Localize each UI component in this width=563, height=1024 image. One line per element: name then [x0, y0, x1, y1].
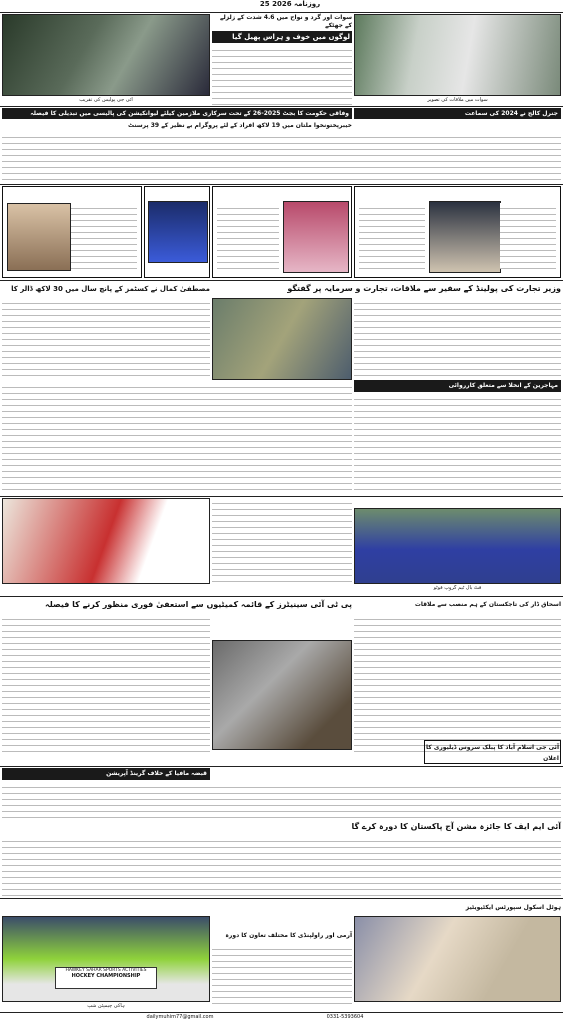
photo-swat-meeting	[354, 14, 561, 96]
portrait-box-1	[2, 186, 142, 278]
top-center-story	[212, 14, 352, 104]
photo-hockey	[2, 916, 210, 1002]
trade-text	[354, 298, 561, 378]
headline-ig-islamabad: آئی جی اسلام آباد کا پبلک سروس ڈیلیوری کا اعلان	[424, 740, 561, 764]
headline-pti: پی ٹی آئی سینیٹرز کے قائمہ کمیٹیوں سے استعفیٰ فوری منظور کرنے کا فیصلہ	[45, 600, 352, 609]
customs-text	[2, 298, 210, 378]
footer-phone: 0331-5393604	[326, 1014, 364, 1020]
lower-text-1	[2, 782, 561, 818]
footer-email: dailymuhim77@gmail.com	[146, 1014, 214, 1020]
story-text	[212, 45, 352, 105]
caption-photo-1: آئی جی پولیس کی تقریب	[79, 97, 133, 103]
masthead	[220, 0, 360, 12]
photo-blood-drive	[2, 498, 210, 584]
headline-army: آرمی اور راولپنڈی کا مختلف تعاون کا دورہ	[225, 932, 352, 939]
photo-elderly	[354, 916, 561, 1002]
banner-sub: HOCKEY CHAMPIONSHIP	[71, 973, 141, 979]
banner	[55, 967, 157, 989]
portrait-box-4	[354, 186, 561, 278]
portrait-photo-2	[148, 201, 208, 263]
masthead-year: 2026	[272, 0, 292, 8]
headline-hotel: ہوٹل اسکول سپورٹس ایکٹیویٹیز	[465, 904, 561, 911]
masthead-date: 25	[259, 0, 270, 8]
portrait-photo-3	[283, 201, 349, 273]
caption-photo-2: سوات میں ملاقات کی تصویر	[427, 97, 488, 103]
caption-photo-4: ہاکی چیمپئن شپ	[87, 1003, 125, 1009]
headline-panic: لوگوں میں خوف و ہراس پھیل گیا	[212, 31, 352, 43]
mid-text-left	[2, 382, 352, 492]
masthead-name: روزنامہ	[294, 0, 321, 8]
headline-quake: سوات اور گرد و نواح میں 4.6 شدت کے زلزلے کے جھٹکے	[219, 14, 352, 29]
headline-dar: اسحاق ڈار کی تاجکستان کے ہم منصب سے ملاقات	[414, 601, 561, 608]
headline-refugees: مہاجرین کے انخلا سے متعلق کارروائی	[354, 380, 561, 392]
caption-photo-3: فٹ بال ٹیم گروپ فوٹو	[433, 585, 482, 591]
headline-strip-1: وفاقی حکومت کا بجٹ 2025-26 کے تحت سرکاری ملازمین کیلئے لیوانکیشن کی پالیسی میں تبدیلی کا فیصلہ	[2, 108, 352, 119]
lower-text-2	[2, 836, 561, 896]
headline-strip-2: خیبرپختونخوا ملتان میں 19 لاکھ افراد کے لئے پروگرام بے نظیر کے 39 پرسنٹ	[127, 122, 352, 129]
photo-ig-ceremony	[2, 14, 210, 96]
center-text	[212, 498, 352, 584]
photo-police-raid	[212, 298, 352, 380]
photo-rubble	[212, 640, 352, 750]
mid-text-right	[354, 394, 561, 494]
headline-trade: وزیر تجارت کی پولینڈ کے سفیر سے ملاقات، تجارت و سرمایہ پر گفتگو	[287, 284, 561, 293]
photo-football-team	[354, 508, 561, 584]
headline-land-mafia: قبضہ مافیا کے خلاف گرینڈ آپریشن	[2, 768, 210, 780]
dar-text	[354, 614, 561, 754]
portrait-box-2	[144, 186, 210, 278]
pti-text	[2, 614, 210, 754]
portrait-photo-4	[429, 201, 501, 273]
portrait-box-3	[212, 186, 352, 278]
headline-customs: مصطفیٰ کمال نے کسٹمز کے پانچ سال میں 30 لاکھ ڈالر کا	[11, 285, 210, 293]
strip-text	[2, 132, 561, 182]
army-text	[212, 944, 352, 1004]
banner-text: HAWKEY SAHAR SPORTS ACTIVITIES	[65, 968, 147, 973]
portrait-photo-1	[7, 203, 71, 271]
headline-imf: آئی ایم ایف کا جائزہ مشن آج پاکستان کا دورہ کرے گا	[351, 822, 561, 831]
headline-strip-3: جنرل کالج نے 2024 کی سماعت	[354, 108, 561, 119]
